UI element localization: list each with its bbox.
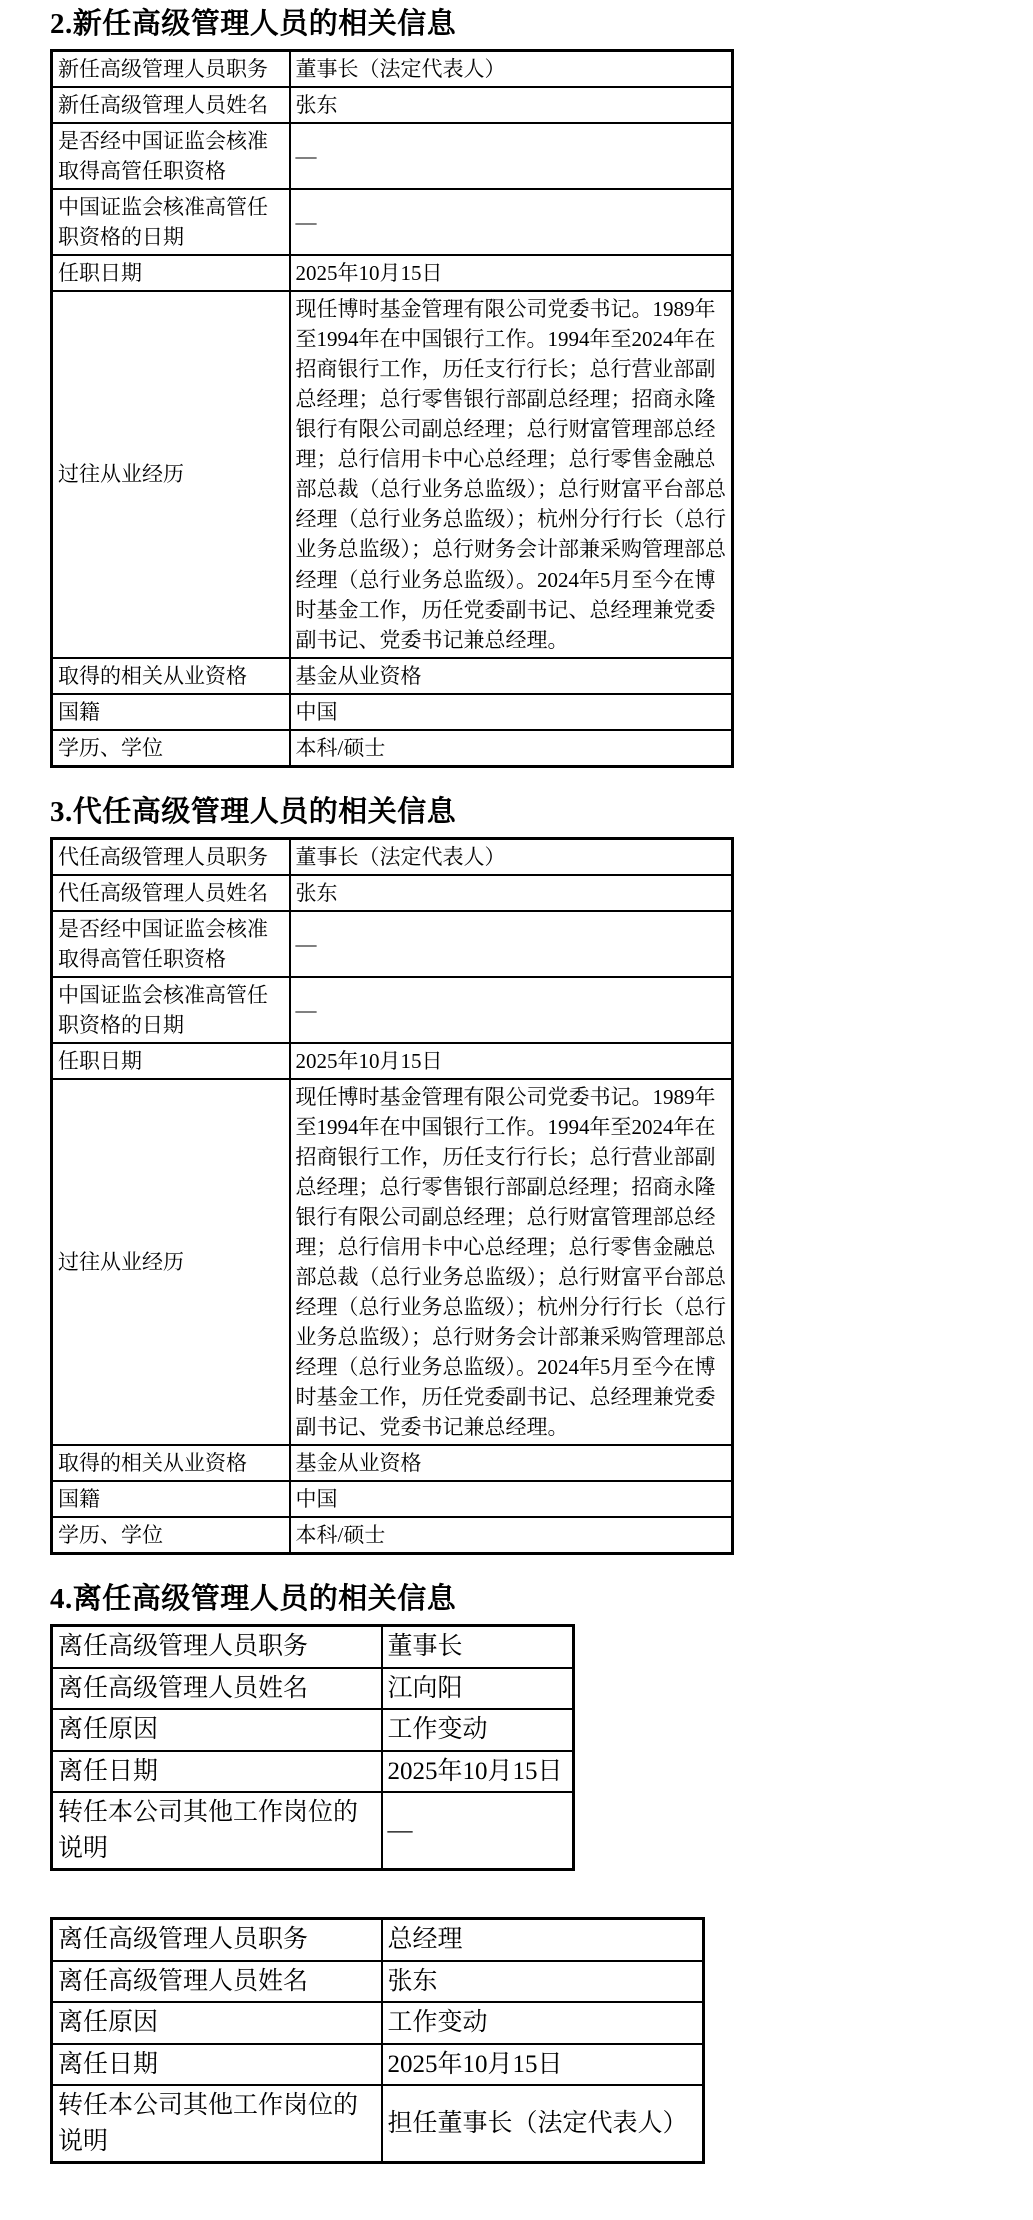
row-label: 学历、学位 xyxy=(52,730,290,767)
table-row xyxy=(52,1709,574,1751)
row-label: 离任高级管理人员职务 xyxy=(52,1919,382,1961)
table-row xyxy=(52,51,733,88)
row-value: — xyxy=(290,123,733,189)
table-row xyxy=(52,911,733,977)
table-row xyxy=(52,1668,574,1710)
row-value: 本科/硕士 xyxy=(290,730,733,767)
row-label: 离任高级管理人员姓名 xyxy=(52,1668,382,1710)
row-value: 2025年10月15日 xyxy=(290,255,733,291)
table-row xyxy=(52,658,733,694)
row-label: 新任高级管理人员姓名 xyxy=(52,87,290,123)
table-row xyxy=(52,977,733,1043)
table-row xyxy=(52,255,733,291)
row-label: 新任高级管理人员职务 xyxy=(52,51,290,88)
new-manager-info-table xyxy=(50,49,734,767)
table-row xyxy=(52,1626,574,1668)
table-row xyxy=(52,2044,704,2086)
table-row xyxy=(52,1079,733,1445)
row-label: 代任高级管理人员姓名 xyxy=(52,875,290,911)
section-departed-title: 4.离任高级管理人员的相关信息 xyxy=(50,1583,457,1616)
row-label: 是否经中国证监会核准取得高管任职资格 xyxy=(52,123,290,189)
row-label: 代任高级管理人员职务 xyxy=(52,838,290,875)
row-value: 工作变动 xyxy=(382,1709,574,1751)
row-label: 离任原因 xyxy=(52,1709,382,1751)
row-value: 2025年10月15日 xyxy=(290,1043,733,1079)
row-value: 基金从业资格 xyxy=(290,658,733,694)
row-value: — xyxy=(290,189,733,255)
row-value: 江向阳 xyxy=(382,1668,574,1710)
section-new-managers xyxy=(50,6,1033,768)
section-departed-managers xyxy=(50,1581,1033,2164)
row-value: 张东 xyxy=(290,875,733,911)
row-value: 工作变动 xyxy=(382,2002,704,2044)
row-value: 本科/硕士 xyxy=(290,1517,733,1554)
row-value: — xyxy=(382,1792,574,1870)
section-new-title: 2.新任高级管理人员的相关信息 xyxy=(50,8,457,40)
row-label: 过往从业经历 xyxy=(52,1079,290,1445)
row-label: 离任原因 xyxy=(52,2002,382,2044)
table-row xyxy=(52,1792,574,1870)
row-label: 国籍 xyxy=(52,1481,290,1517)
table-row xyxy=(52,1481,733,1517)
row-value: 担任董事长（法定代表人） xyxy=(382,2085,704,2163)
row-label: 取得的相关从业资格 xyxy=(52,1445,290,1481)
table-row xyxy=(52,123,733,189)
section-acting-title: 3.代任高级管理人员的相关信息 xyxy=(50,795,457,828)
table-row xyxy=(52,694,733,730)
row-value: 中国 xyxy=(290,1481,733,1517)
row-label: 转任本公司其他工作岗位的说明 xyxy=(52,1792,382,1870)
table-row xyxy=(52,1445,733,1481)
departed-gm-table xyxy=(50,1917,705,2164)
table-row xyxy=(52,1961,704,2003)
row-value: 中国 xyxy=(290,694,733,730)
row-value: 张东 xyxy=(382,1961,704,2003)
row-label: 是否经中国证监会核准取得高管任职资格 xyxy=(52,911,290,977)
row-label: 过往从业经历 xyxy=(52,291,290,657)
row-label: 取得的相关从业资格 xyxy=(52,658,290,694)
row-label: 转任本公司其他工作岗位的说明 xyxy=(52,2085,382,2163)
table-row xyxy=(52,1517,733,1554)
table-row xyxy=(52,1919,704,1961)
row-value: 现任博时基金管理有限公司党委书记。1989年至1994年在中国银行工作。1994年至2024年在招商银行工作，历任支行行长；总行营业部副总经理；总行零售银行部副总经理；招商永隆银行有限公司副总经理；总行财富管理部总经理；总行信用卡中心总经理；总行零售金融总部总裁（总行业务总监级）；总行财富平台部总经理（总行业务总监级）；杭州分行行长（总行业务总监级）；总行财务会计部兼采购管理部总经理（总行业务总监级）。2024年5月至今在博时基金工作，历任党委副书记、总经理兼党委副书记、党委书记兼总经理。 xyxy=(290,291,733,657)
table-row xyxy=(52,189,733,255)
table-row xyxy=(52,87,733,123)
table-row xyxy=(52,875,733,911)
row-label: 任职日期 xyxy=(52,1043,290,1079)
row-label: 中国证监会核准高管任职资格的日期 xyxy=(52,977,290,1043)
row-value: 2025年10月15日 xyxy=(382,1751,574,1793)
table-row xyxy=(52,838,733,875)
row-label: 学历、学位 xyxy=(52,1517,290,1554)
row-value: 董事长 xyxy=(382,1626,574,1668)
row-value: 张东 xyxy=(290,87,733,123)
table-row xyxy=(52,2002,704,2044)
row-value: 董事长（法定代表人） xyxy=(290,51,733,88)
row-value: — xyxy=(290,977,733,1043)
row-label: 离任高级管理人员姓名 xyxy=(52,1961,382,2003)
table-row xyxy=(52,1043,733,1079)
row-label: 离任日期 xyxy=(52,1751,382,1793)
row-value: 总经理 xyxy=(382,1919,704,1961)
row-value: 董事长（法定代表人） xyxy=(290,838,733,875)
table-row xyxy=(52,1751,574,1793)
acting-manager-info-table xyxy=(50,837,734,1555)
row-label: 离任日期 xyxy=(52,2044,382,2086)
table-row xyxy=(52,291,733,657)
row-label: 离任高级管理人员职务 xyxy=(52,1626,382,1668)
departed-chairman-table xyxy=(50,1624,575,1871)
table-row xyxy=(52,730,733,767)
section-acting-managers xyxy=(50,794,1033,1556)
table-row xyxy=(52,2085,704,2163)
row-label: 任职日期 xyxy=(52,255,290,291)
row-value: 2025年10月15日 xyxy=(382,2044,704,2086)
row-label: 国籍 xyxy=(52,694,290,730)
row-value: — xyxy=(290,911,733,977)
row-label: 中国证监会核准高管任职资格的日期 xyxy=(52,189,290,255)
row-value: 基金从业资格 xyxy=(290,1445,733,1481)
row-value: 现任博时基金管理有限公司党委书记。1989年至1994年在中国银行工作。1994年至2024年在招商银行工作，历任支行行长；总行营业部副总经理；总行零售银行部副总经理；招商永隆银行有限公司副总经理；总行财富管理部总经理；总行信用卡中心总经理；总行零售金融总部总裁（总行业务总监级）；总行财富平台部总经理（总行业务总监级）；杭州分行行长（总行业务总监级）；总行财务会计部兼采购管理部总经理（总行业务总监级）。2024年5月至今在博时基金工作，历任党委副书记、总经理兼党委副书记、党委书记兼总经理。 xyxy=(290,1079,733,1445)
